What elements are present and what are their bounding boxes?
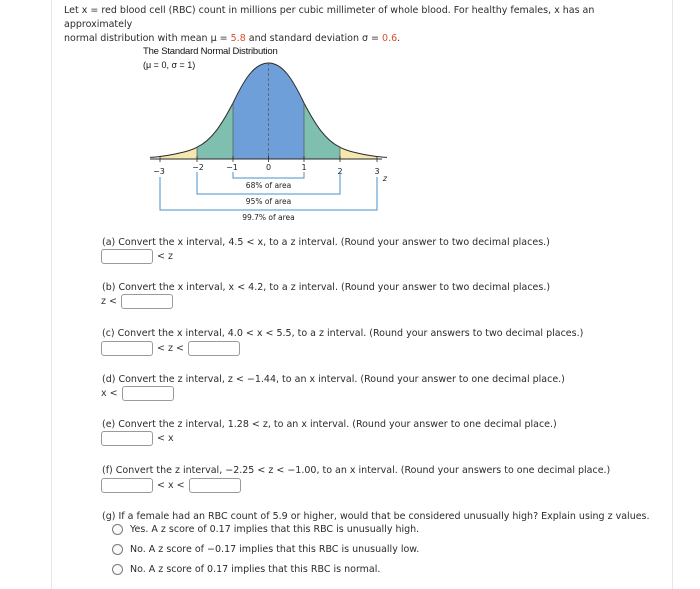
answer-a-input[interactable] xyxy=(101,249,153,264)
question-b: (b) Convert the x interval, x < 4.2, to a z interval. (Round your answer to two decimal places.) xyxy=(102,282,551,293)
problem-intro xyxy=(64,4,664,46)
radio-button[interactable] xyxy=(112,524,123,535)
tick-label: 0 xyxy=(265,163,272,172)
inequality-b: z < xyxy=(101,296,117,307)
answer-row-f xyxy=(101,478,241,493)
question-d: (d) Convert the z interval, z < −1.44, to an x interval. (Round your answer to one decimal place.) xyxy=(102,374,565,385)
answer-f-upper-input[interactable] xyxy=(189,478,241,493)
inequality-e: < x xyxy=(157,433,174,444)
area-label-95: 95% of area xyxy=(245,197,292,206)
tick-label: 3 xyxy=(374,167,380,176)
answer-row-d xyxy=(101,386,174,401)
inequality-a: < z xyxy=(157,251,173,262)
right-border xyxy=(672,0,673,589)
tick-label: 1 xyxy=(301,163,307,172)
answer-c-upper-input[interactable] xyxy=(188,341,240,356)
intro-end: . xyxy=(397,33,401,44)
question-g: (g) If a female had an RBC count of 5.9 or higher, would that be considered unusually high? Explain using z values. xyxy=(102,511,650,522)
question-a: (a) Convert the x interval, 4.5 < x, to a z interval. (Round your answer to two decimal places.) xyxy=(102,237,550,248)
answer-f-lower-input[interactable] xyxy=(101,478,153,493)
answer-d-input[interactable] xyxy=(122,386,174,401)
option-no-normal[interactable] xyxy=(112,564,380,575)
answer-row-c xyxy=(101,341,240,356)
answer-e-input[interactable] xyxy=(101,431,153,446)
tick-label: −2 xyxy=(192,163,204,172)
answer-c-lower-input[interactable] xyxy=(101,341,153,356)
intro-line-1: Let x = red blood cell (RBC) count in millions per cubic millimeter of whole blood. For healthy females, x has an approximately xyxy=(64,5,595,30)
left-border xyxy=(51,0,52,589)
sd-value: 0.6 xyxy=(382,33,398,44)
intro-mean-text: normal distribution with mean μ = xyxy=(64,33,231,44)
tick-label: −1 xyxy=(226,163,238,172)
option-no-low[interactable] xyxy=(112,544,419,555)
axis-label: z xyxy=(382,174,388,183)
inequality-d: x < xyxy=(101,388,118,399)
inequality-c: < z < xyxy=(157,343,184,354)
option-label: No. A z score of −0.17 implies that this RBC is unusually low. xyxy=(130,544,420,555)
answer-row-a xyxy=(101,249,177,264)
radio-button[interactable] xyxy=(112,544,123,555)
question-c: (c) Convert the x interval, 4.0 < x < 5.5, to a z interval. (Round your answers to two decimal places.) xyxy=(102,328,584,339)
answer-row-e xyxy=(101,431,178,446)
tick-label: −3 xyxy=(153,167,165,176)
intro-sd-text: and standard deviation σ = xyxy=(245,33,383,44)
answer-row-b xyxy=(101,294,173,309)
normal-distribution-figure xyxy=(130,44,390,229)
option-label: No. A z score of 0.17 implies that this RBC is normal. xyxy=(130,564,381,575)
area-label-997: 99.7% of area xyxy=(242,213,295,222)
option-label: Yes. A z score of 0.17 implies that this RBC is unusually high. xyxy=(130,524,420,535)
radio-button[interactable] xyxy=(112,564,123,575)
inequality-f: < x < xyxy=(157,480,185,491)
figure-subtitle: (μ = 0, σ = 1) xyxy=(143,60,196,70)
band-left-region xyxy=(197,103,233,159)
option-yes-high[interactable] xyxy=(112,524,419,535)
figure-title: The Standard Normal Distribution xyxy=(143,46,278,57)
band-right-region xyxy=(304,103,340,159)
mean-value: 5.8 xyxy=(230,33,246,44)
question-e: (e) Convert the z interval, 1.28 < z, to an x interval. (Round your answer to one decimal place.) xyxy=(102,419,557,430)
tick-label: 2 xyxy=(337,167,343,176)
area-label-68: 68% of area xyxy=(245,181,292,190)
bracket-68 xyxy=(233,172,304,178)
answer-b-input[interactable] xyxy=(121,294,173,309)
question-f: (f) Convert the z interval, −2.25 < z < −1.00, to an x interval. (Round your answers to one decimal place.) xyxy=(102,465,611,476)
